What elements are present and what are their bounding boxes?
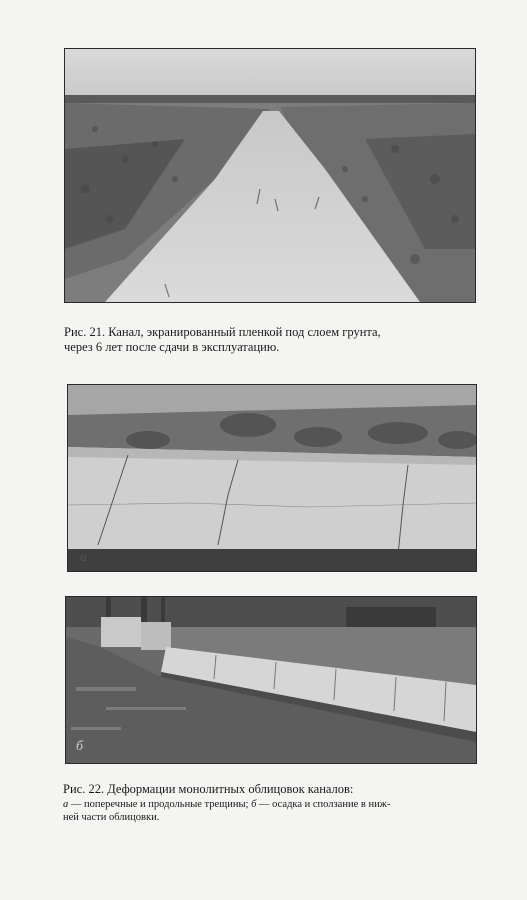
figure-22-legend bbox=[63, 798, 475, 824]
figure-21-caption bbox=[64, 325, 474, 355]
figure-22-legend-line1 bbox=[63, 798, 475, 811]
figure-22b-letter: б bbox=[76, 739, 84, 754]
figure-22-caption-title: Рис. 22. Деформации монолитных облицовок каналов: bbox=[63, 782, 354, 796]
figure-22-legend-line2: ней части облицовки. bbox=[63, 812, 160, 823]
figure-21-caption-line2: через 6 лет после сдачи в эксплуатацию. bbox=[64, 340, 280, 354]
figure-22-caption bbox=[63, 782, 475, 797]
legend-a-letter: а bbox=[63, 799, 69, 810]
canal-landscape-image bbox=[65, 49, 475, 302]
figure-22a-photo bbox=[67, 384, 477, 572]
figure-21-caption-line1: Рис. 21. Канал, экранированный пленкой под слоем грунта, bbox=[64, 325, 381, 339]
legend-b-letter: б bbox=[251, 799, 257, 810]
figure-21-photo bbox=[64, 48, 476, 303]
figure-22a-letter: а bbox=[80, 550, 87, 565]
subsided-lining-image bbox=[66, 597, 476, 763]
legend-b-text: — осадка и сползание в ниж- bbox=[256, 799, 391, 810]
figure-22b-photo bbox=[65, 596, 477, 764]
legend-a-text: — поперечные и продольные трещины; bbox=[68, 799, 252, 810]
cracked-lining-image bbox=[68, 385, 476, 571]
